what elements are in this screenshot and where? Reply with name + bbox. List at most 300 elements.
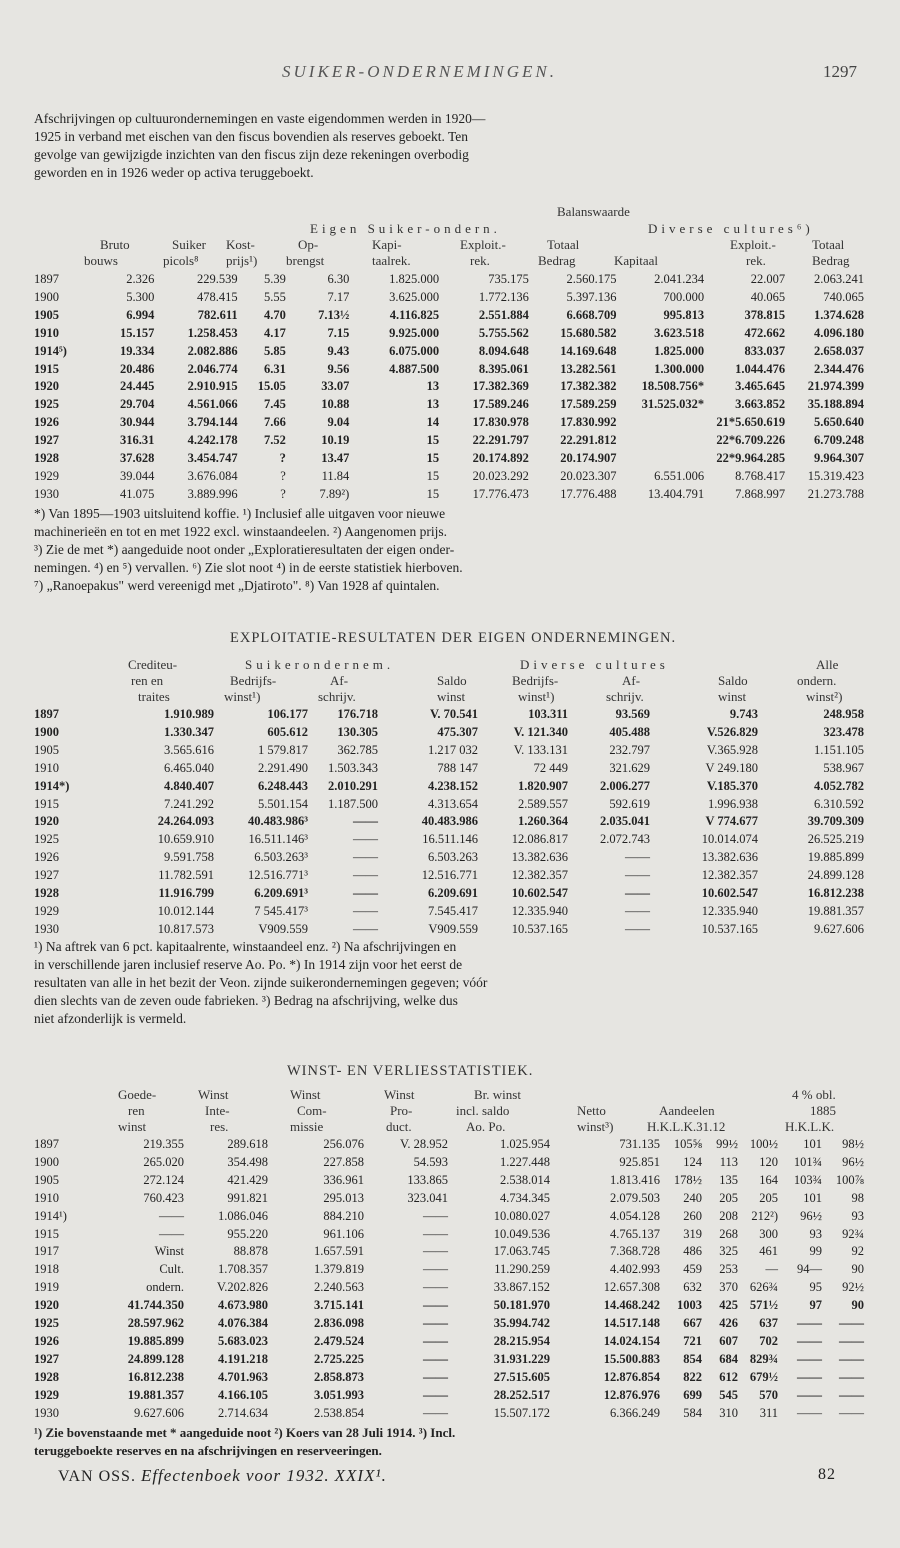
table-cell: 4.052.782 [814, 778, 864, 793]
table-cell: 6.31 [263, 361, 286, 376]
table-cell: 538.967 [823, 760, 864, 775]
table-cell: 15.157 [120, 325, 155, 340]
table-row [34, 486, 864, 504]
table-cell: 93 [809, 1226, 822, 1241]
table-cell: 1.910.989 [164, 707, 214, 721]
table-cell: 40.483.986 [421, 814, 478, 829]
table-cell: 39.709.309 [807, 814, 864, 829]
table-row [34, 1154, 864, 1172]
table-cell: 5.85 [263, 343, 286, 358]
row-year: 1928 [34, 886, 59, 901]
table-cell: 5.397.136 [566, 289, 617, 304]
table-cell: V 774.677 [705, 814, 758, 829]
table-cell: 3.676.084 [187, 468, 238, 483]
table2-body [34, 706, 864, 939]
table-cell: 16.511.146 [422, 832, 478, 847]
table-cell: 13 [426, 379, 440, 394]
table-cell: 9.04 [327, 415, 350, 430]
table-cell: 37.628 [120, 451, 155, 466]
table-cell: 4.701.963 [218, 1369, 268, 1384]
table-cell: 20.023.292 [472, 468, 529, 483]
table-cell: 461 [759, 1244, 778, 1259]
table-cell: 120 [759, 1154, 778, 1169]
col-header: 4 % obl. [792, 1087, 836, 1102]
table-cell: 6.503.263 [428, 850, 478, 865]
row-year: 1925 [34, 832, 59, 847]
col-header: Netto [577, 1103, 606, 1118]
table-cell: 1.708.357 [218, 1262, 268, 1277]
table-cell: 31.931.229 [493, 1351, 550, 1366]
table-cell: 426 [719, 1316, 738, 1331]
col-header: rek. [746, 253, 766, 268]
table-cell: 22*9.964.285 [716, 451, 786, 466]
table-cell: 92½ [842, 1280, 864, 1295]
table-cell: 17.830.978 [472, 415, 529, 430]
table-cell: 14.517.148 [603, 1316, 660, 1331]
table-cell: 12.335.940 [511, 903, 568, 918]
table-row [34, 289, 864, 307]
table-cell: 2.072.743 [600, 832, 650, 847]
row-year: 1914*) [34, 778, 70, 793]
row-year: 1928 [34, 1369, 59, 1384]
table-cell: 10.602.547 [701, 886, 758, 901]
table-cell: 3.794.144 [187, 415, 238, 430]
table-cell: 7.52 [263, 433, 286, 448]
table-cell: —— [797, 1405, 822, 1420]
table-cell: 2.344.476 [814, 361, 864, 376]
table-cell: 93 [851, 1208, 864, 1223]
table-cell: 21.974.399 [807, 379, 864, 394]
table-cell: 3.715.141 [314, 1298, 364, 1313]
row-year: 1914¹) [34, 1208, 67, 1223]
table-cell: 9.591.758 [164, 850, 214, 865]
table-cell: 2.560.175 [566, 272, 617, 286]
table-cell: 90 [851, 1298, 864, 1313]
table-cell: 7.868.997 [735, 486, 786, 501]
row-year: 1910 [34, 1190, 59, 1205]
table-row [34, 706, 864, 724]
notes3 [34, 1424, 870, 1460]
table-row [34, 1208, 864, 1226]
table-cell: V. 70.541 [429, 707, 478, 721]
table-cell: 4.887.500 [389, 361, 440, 376]
table-cell: 178½ [673, 1172, 702, 1187]
table-cell: 4.166.105 [218, 1387, 268, 1402]
table-cell: 289.618 [227, 1137, 268, 1151]
table-cell: 10.88 [321, 397, 350, 412]
table-row [34, 1190, 864, 1208]
table-cell: 6.994 [126, 307, 155, 322]
col-header: Ao. Po. [466, 1119, 506, 1134]
table-cell: 13.282.561 [560, 361, 617, 376]
table-cell: 101 [803, 1190, 822, 1205]
table-row [34, 343, 864, 361]
table-cell: 684 [719, 1351, 738, 1366]
table-cell: 323.041 [407, 1190, 448, 1205]
table1-group-own: Eigen Suiker-ondern. [310, 221, 501, 236]
table-cell: 35.188.894 [807, 397, 864, 412]
table-cell: 2.063.241 [814, 272, 864, 286]
table-cell: 6.310.592 [814, 796, 864, 811]
row-year: 1900 [34, 1154, 59, 1169]
col-header: Goede- [118, 1087, 157, 1102]
col-header: Exploit.- [730, 237, 776, 252]
table-cell: 14.169.648 [560, 343, 617, 358]
table-cell: V909.559 [428, 921, 478, 936]
table-cell: 2.551.884 [478, 307, 529, 322]
table-cell: 2.714.634 [218, 1405, 268, 1420]
table-cell: 612 [719, 1369, 738, 1384]
table-cell: 10.537.165 [701, 921, 758, 936]
table-cell: 6.709.248 [814, 433, 864, 448]
table-cell: 1.503.343 [328, 760, 378, 775]
table-cell: 11.290.259 [494, 1262, 550, 1277]
col-header: Bedrag [538, 253, 576, 268]
table-cell: 100½ [749, 1137, 778, 1151]
table-cell: 14 [426, 415, 440, 430]
table-cell: —— [625, 886, 650, 901]
table-cell: 17.776.473 [472, 486, 529, 501]
table-cell: 17.382.369 [472, 379, 529, 394]
table-cell: —— [423, 1333, 448, 1348]
table-row [34, 742, 864, 760]
table-cell: 319 [683, 1226, 702, 1241]
table-cell: 12.335.940 [701, 903, 758, 918]
table-cell: 98½ [842, 1137, 864, 1151]
table-cell: 208 [719, 1208, 738, 1223]
table-cell: 311 [759, 1405, 778, 1420]
table-cell: 1.657.591 [314, 1244, 364, 1259]
table-cell: 265.020 [143, 1154, 184, 1169]
table-cell: 592.619 [609, 796, 650, 811]
col-header: Winst [198, 1087, 229, 1102]
table-cell: —— [353, 868, 378, 883]
col-header: winst [718, 689, 747, 704]
col-header: Aandeelen [659, 1103, 715, 1118]
row-year: 1917 [34, 1244, 59, 1259]
table-cell: 33.867.152 [493, 1280, 550, 1295]
table-cell: 29.704 [120, 397, 155, 412]
table-cell: 16.812.238 [807, 886, 864, 901]
table-cell: 2.006.277 [600, 778, 650, 793]
col-header: H.K.L.K. [785, 1119, 835, 1134]
table-cell: —— [423, 1387, 448, 1402]
table-cell: 253 [719, 1262, 738, 1277]
table-row [34, 271, 864, 289]
table-cell: 205 [759, 1190, 778, 1205]
table-cell: 9.925.000 [389, 325, 440, 340]
table-cell: 212²) [751, 1208, 778, 1223]
footer-book: Effectenboek voor 1932. [140, 1466, 330, 1485]
table-cell: 9.43 [327, 343, 350, 358]
table1-super-header: Balanswaarde [557, 204, 630, 219]
table-cell: 4.076.384 [218, 1316, 268, 1331]
table-cell: 28.252.517 [493, 1387, 550, 1402]
table-cell: 19.885.899 [127, 1333, 184, 1348]
table-cell: 7 545.417³ [254, 903, 308, 918]
table-cell [616, 432, 704, 450]
table-cell: 94— [797, 1262, 822, 1277]
table-cell: 10.659.910 [157, 832, 214, 847]
table-cell: 2.326 [126, 272, 155, 286]
table-cell: —— [423, 1369, 448, 1384]
col-header: Totaal [547, 237, 580, 252]
table-row [34, 921, 864, 939]
table-cell: —— [625, 903, 650, 918]
table-cell: 22.291.797 [472, 433, 529, 448]
row-year: 1900 [34, 724, 59, 739]
col-header: 1885 [810, 1103, 836, 1118]
table-cell: 7.15 [327, 325, 350, 340]
table-cell: V. 28.952 [399, 1137, 448, 1151]
col-header: Af- [330, 673, 349, 688]
table2-exploitation-results [34, 706, 864, 939]
table-cell: 40.483.986³ [248, 814, 308, 829]
table-cell: —— [423, 1208, 448, 1223]
table-cell: 1003 [677, 1298, 702, 1313]
table-cell: 1.086.046 [218, 1208, 268, 1223]
col-header: traites [138, 689, 170, 704]
table-cell: —— [839, 1387, 864, 1402]
table-cell: 103¾ [793, 1172, 822, 1187]
table3-body [34, 1136, 864, 1423]
row-year: 1929 [34, 468, 59, 483]
table-cell: —— [423, 1262, 448, 1277]
table-cell: 21*5.650.619 [716, 415, 786, 430]
table-cell: 101 [803, 1137, 822, 1151]
table-cell: 22*6.709.226 [716, 433, 786, 448]
notes1 [34, 505, 870, 595]
table-cell: V.185.370 [706, 778, 758, 793]
row-year: 1927 [34, 868, 59, 883]
col-header: Bedrijfs- [230, 673, 277, 688]
table-cell: 570 [759, 1387, 778, 1402]
table-cell: 2.041.234 [654, 272, 705, 286]
table-cell: 11.916.799 [158, 886, 214, 901]
table-cell: Cult. [159, 1262, 184, 1277]
intro-line: 1925 in verband met eischen van den fiscus bovendien als reserves geboekt. Ten [34, 129, 469, 144]
row-year: 1897 [34, 272, 59, 286]
table-cell: V.202.826 [216, 1280, 268, 1295]
table-row [34, 1333, 864, 1351]
table-cell: 721 [683, 1333, 702, 1348]
table-cell: 130.305 [337, 724, 378, 739]
table-cell: 9.964.307 [814, 451, 864, 466]
col-header: schrijv. [606, 689, 644, 704]
table-cell: —— [353, 903, 378, 918]
table-cell: 2.538.014 [500, 1172, 550, 1187]
table-cell: 15.507.172 [493, 1405, 550, 1420]
table-cell: 702 [759, 1333, 778, 1348]
table-cell: 7.13½ [318, 307, 350, 322]
table-cell: 731.135 [619, 1137, 660, 1151]
table-cell: 679½ [749, 1369, 778, 1384]
table-cell: 2.240.563 [314, 1280, 364, 1295]
table-cell: —— [353, 832, 378, 847]
table-cell: 829¾ [749, 1351, 778, 1366]
table-cell: 4.561.066 [187, 397, 238, 412]
col-header: Af- [622, 673, 641, 688]
table-row [34, 450, 864, 468]
table-cell: 3.565.616 [164, 742, 214, 757]
table-cell: 33.07 [321, 379, 350, 394]
table-cell: 584 [683, 1405, 702, 1420]
table-cell: 5.300 [126, 289, 155, 304]
col-header: Bruto [100, 237, 130, 252]
table-cell: 260 [683, 1208, 702, 1223]
table-cell: 991.821 [227, 1190, 268, 1205]
col-header: Totaal [812, 237, 845, 252]
table-cell: 50.181.970 [493, 1298, 550, 1313]
table-cell: 248.958 [823, 707, 864, 721]
table-cell: 1.260.364 [518, 814, 568, 829]
footer-page-ref: 82 [818, 1466, 836, 1483]
row-year: 1919 [34, 1280, 59, 1295]
table-cell: 26.525.219 [807, 832, 864, 847]
table-cell: 103.311 [528, 707, 568, 721]
table-row [34, 1243, 864, 1261]
note-line: in verschillende jaren inclusief reserve Ao. Po. *) In 1914 zijn voor het eerst de [34, 957, 463, 972]
table-cell: —— [353, 886, 378, 901]
col-header: duct. [386, 1119, 412, 1134]
row-year: 1930 [34, 921, 59, 936]
table-cell: 11.782.591 [158, 868, 214, 883]
col-header: Bedrag [812, 253, 850, 268]
table-cell: 2.010.291 [328, 778, 378, 793]
table-cell: —— [353, 921, 378, 936]
table-cell: 12.516.771³ [248, 868, 308, 883]
col-header: brengst [286, 253, 325, 268]
table-cell: —— [625, 868, 650, 883]
intro-line: gevolge van gewijzigde inzichten van den fiscus zijn deze rekeningen overbodig [34, 147, 469, 162]
table-cell: 5.683.023 [218, 1333, 268, 1348]
table-cell: 421.429 [227, 1172, 268, 1187]
table-cell: 1.044.476 [735, 361, 786, 376]
table-cell: 88.878 [233, 1244, 268, 1259]
table-cell: 3.465.645 [735, 379, 786, 394]
col-header: Saldo [718, 673, 748, 688]
table-cell: 19.334 [120, 343, 155, 358]
table-cell: 20.174.907 [560, 451, 617, 466]
table-cell: 7.89²) [319, 486, 350, 501]
table2-group-own: Suikerondernem. [245, 657, 395, 672]
row-year: 1925 [34, 1316, 59, 1331]
table-cell: 1.187.500 [328, 796, 378, 811]
table-cell: 1.217 032 [428, 742, 478, 757]
table-cell: 740.065 [823, 289, 864, 304]
table-row [34, 903, 864, 921]
col-header: Suiker [172, 237, 206, 252]
table-cell [616, 450, 704, 468]
table-cell: 21.273.788 [807, 486, 864, 501]
table-row [34, 1226, 864, 1244]
table-cell: —— [839, 1316, 864, 1331]
table-cell: 5.55 [263, 289, 286, 304]
table-cell: 2.079.503 [610, 1190, 660, 1205]
table-cell: —— [797, 1369, 822, 1384]
note-line: ⁷) „Ranoepakus" werd vereenigd met „Djatiroto". ⁸) Van 1928 af quintalen. [34, 578, 440, 593]
table-cell: 20.174.892 [472, 451, 529, 466]
table-cell: 98 [851, 1190, 864, 1205]
table-cell: 700.000 [663, 289, 705, 304]
table-cell: 12.086.817 [511, 832, 568, 847]
table-cell: 370 [719, 1280, 738, 1295]
table-cell: 124 [683, 1154, 702, 1169]
table-cell: 16.511.146³ [248, 832, 308, 847]
row-year: 1927 [34, 1351, 59, 1366]
table-cell: —— [423, 1244, 448, 1259]
col-header: taalrek. [372, 253, 411, 268]
table-cell: 6.503.263³ [254, 850, 308, 865]
table-cell: 6.209.691³ [254, 886, 308, 901]
table-cell: 135 [719, 1172, 738, 1187]
table-cell: V.365.928 [706, 742, 758, 757]
table-cell: 7.241.292 [164, 796, 214, 811]
table-cell: 4.242.178 [187, 433, 238, 448]
table-cell: 95 [809, 1280, 822, 1295]
table-cell: 405.488 [609, 724, 650, 739]
table-cell: 9.743 [729, 707, 758, 721]
table-cell: V909.559 [258, 921, 308, 936]
table-cell: 41.744.350 [127, 1298, 184, 1313]
row-year: 1929 [34, 903, 59, 918]
table-cell: 10.537.165 [511, 921, 568, 936]
intro-paragraph [34, 110, 870, 182]
table-cell: 2.479.524 [314, 1333, 364, 1348]
table3-profit-loss [34, 1136, 864, 1423]
table-row [34, 1387, 864, 1405]
table-cell: 6.366.249 [610, 1405, 660, 1420]
table-cell: 735.175 [488, 272, 529, 286]
table-cell: 4.840.407 [164, 778, 214, 793]
table-cell: 6.209.691 [428, 886, 478, 901]
table-row [34, 831, 864, 849]
row-year: 1905 [34, 307, 59, 322]
col-header: Alle [816, 657, 839, 672]
table-cell: 925.851 [619, 1154, 660, 1169]
col-header: Kapi- [372, 237, 402, 252]
page-header-title: SUIKER-ONDERNEMINGEN. [282, 62, 558, 81]
table-cell: 6.30 [327, 272, 350, 286]
table-cell: ondern. [146, 1280, 184, 1295]
row-year: 1927 [34, 433, 59, 448]
table-cell: 164 [759, 1172, 778, 1187]
table-cell: —— [797, 1351, 822, 1366]
table-cell: 362.785 [337, 742, 378, 757]
table-cell: 41.075 [120, 486, 155, 501]
row-year: 1926 [34, 850, 59, 865]
table-cell: 4.17 [263, 325, 286, 340]
table-row [34, 1297, 864, 1315]
table-cell: 6.465.040 [164, 760, 214, 775]
table-cell: 1.300.000 [654, 361, 705, 376]
table-cell: 17.776.488 [560, 486, 617, 501]
table-cell: 20.486 [120, 361, 155, 376]
col-header: winst¹) [518, 689, 555, 704]
row-year: 1905 [34, 1172, 59, 1187]
table-cell: 24.264.093 [157, 814, 214, 829]
table-row [34, 1261, 864, 1279]
table-cell: 10.19 [321, 433, 350, 448]
table-cell: 6.551.006 [654, 468, 705, 483]
col-header: ren [128, 1103, 145, 1118]
table-row [34, 378, 864, 396]
note-line: resultaten van alle in het bezit der Veon. zijnde suikerondernemingen gegeven; vóór [34, 975, 488, 990]
table-cell: 3.454.747 [187, 451, 238, 466]
table-cell: 35.994.742 [493, 1316, 550, 1331]
col-header: missie [290, 1119, 324, 1134]
table-cell: 15 [426, 451, 440, 466]
